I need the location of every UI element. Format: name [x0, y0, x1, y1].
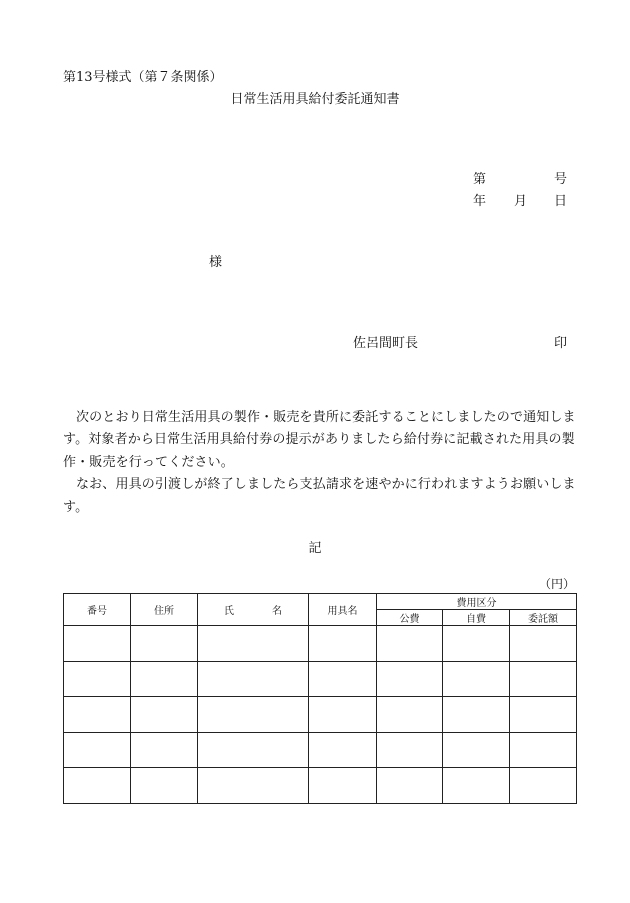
cell-item-name [309, 768, 377, 804]
header-commission-amount: 委託額 [510, 610, 577, 626]
notice-body [63, 407, 579, 519]
cell-public-cost [377, 661, 443, 697]
date-year: 年 [473, 194, 487, 209]
cell-commission-amount [510, 626, 577, 662]
form-number: 第13号様式（第７条関係） [63, 70, 223, 85]
header-name-part2: 名 [272, 606, 282, 617]
sender-name: 佐呂間町長 [353, 336, 419, 351]
cell-self-cost [443, 768, 510, 804]
cell-address [131, 697, 198, 733]
cell-public-cost [377, 626, 443, 662]
cell-commission-amount [510, 732, 577, 768]
cell-public-cost [377, 768, 443, 804]
addressee-honorific: 様 [209, 255, 223, 270]
number-suffix: 号 [554, 172, 568, 187]
cell-self-cost [443, 732, 510, 768]
date-day: 日 [554, 194, 568, 209]
cell-address [131, 626, 198, 662]
cell-self-cost [443, 626, 510, 662]
cell-number [64, 732, 131, 768]
commission-table [63, 593, 577, 804]
header-public-cost: 公費 [377, 610, 443, 626]
cell-commission-amount [510, 661, 577, 697]
cell-item-name [309, 626, 377, 662]
header-item-name: 用具名 [309, 594, 377, 626]
cell-public-cost [377, 732, 443, 768]
cell-address [131, 732, 198, 768]
cell-number [64, 697, 131, 733]
header-name [198, 594, 309, 626]
document-title: 日常生活用具給付委託通知書 [230, 92, 400, 107]
body-paragraph-2: なお、用具の引渡しが終了しましたら支払請求を速やかに行われますようお願いします。 [63, 477, 576, 515]
cell-self-cost [443, 697, 510, 733]
cell-item-name [309, 732, 377, 768]
cell-self-cost [443, 661, 510, 697]
record-label: 記 [308, 541, 322, 556]
cell-address [131, 661, 198, 697]
cell-name [198, 626, 309, 662]
header-number: 番号 [64, 594, 131, 626]
cell-name [198, 697, 309, 733]
cell-item-name [309, 697, 377, 733]
cell-item-name [309, 661, 377, 697]
table-row [64, 768, 577, 804]
header-cost-category: 費用区分 [377, 594, 577, 610]
cell-number [64, 768, 131, 804]
number-prefix: 第 [473, 172, 487, 187]
body-paragraph-1: 次のとおり日常生活用具の製作・販売を貴所に委託することにしましたので通知します。対象者から日常生活用具給付券の提示がありましたら給付券に記載された用具の製作・販売を行ってください。 [63, 410, 576, 470]
table-header-row-1 [64, 594, 577, 610]
unit-label: （円） [539, 577, 576, 591]
header-self-cost: 自費 [443, 610, 510, 626]
cell-number [64, 661, 131, 697]
cell-commission-amount [510, 768, 577, 804]
header-name-part1: 氏 [224, 606, 234, 617]
cell-name [198, 768, 309, 804]
cell-name [198, 661, 309, 697]
cell-commission-amount [510, 697, 577, 733]
cell-name [198, 732, 309, 768]
cell-number [64, 626, 131, 662]
table-row [64, 661, 577, 697]
table-row [64, 626, 577, 662]
cell-public-cost [377, 697, 443, 733]
table-row [64, 732, 577, 768]
table-row [64, 697, 577, 733]
date-month: 月 [514, 194, 528, 209]
header-address: 住所 [131, 594, 198, 626]
cell-address [131, 768, 198, 804]
seal-mark: 印 [554, 336, 568, 351]
